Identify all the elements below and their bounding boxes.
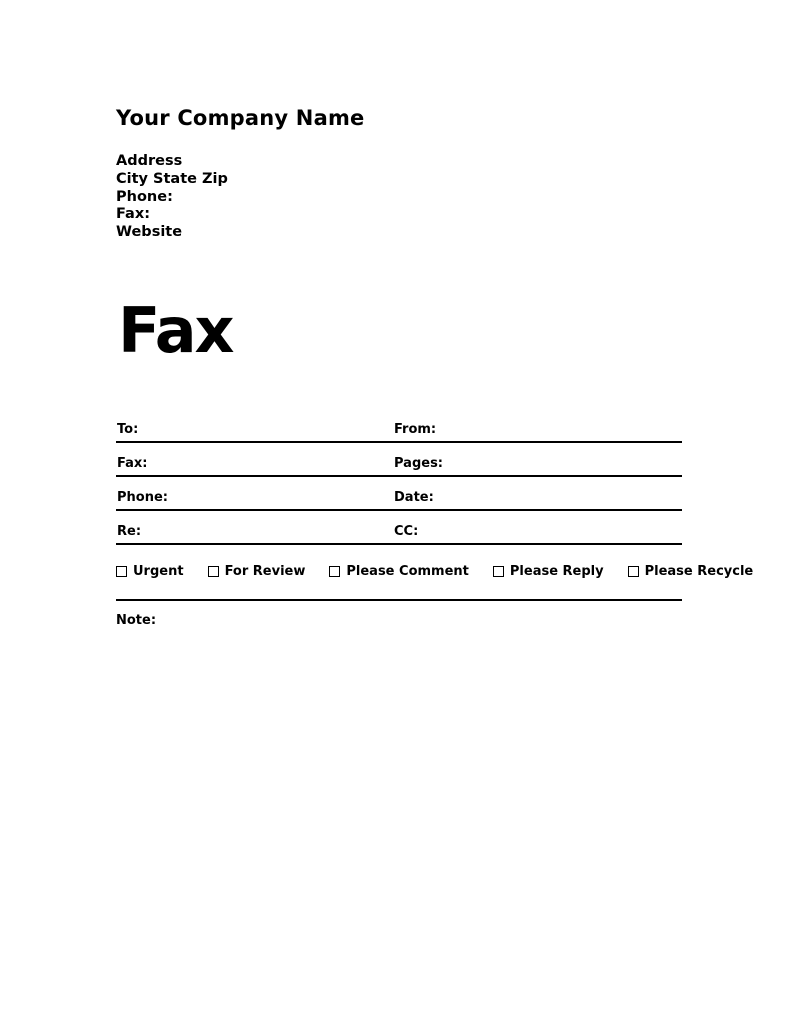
- field-row-phone-date[interactable]: [116, 477, 682, 511]
- checkbox-option-urgent[interactable]: [116, 564, 184, 579]
- checkbox-option-please-comment[interactable]: [329, 564, 469, 579]
- fax-fields: [116, 409, 754, 628]
- field-label-phone: Phone:: [117, 489, 168, 505]
- checkbox-option-for-review[interactable]: [208, 564, 306, 579]
- address-line-4-fax: Fax:: [116, 206, 150, 223]
- checkbox-label-please-reply: Please Reply: [509, 564, 604, 580]
- document-content: [116, 106, 754, 628]
- address-line-5-website: Website: [116, 223, 183, 240]
- checkbox-icon[interactable]: [208, 566, 219, 577]
- field-label-cc: CC:: [394, 523, 419, 539]
- company-address-block: [116, 153, 682, 241]
- checkbox-label-urgent: Urgent: [133, 564, 184, 580]
- checkbox-icon[interactable]: [329, 566, 340, 577]
- checkbox-icon[interactable]: [116, 566, 127, 577]
- field-label-pages: Pages:: [394, 455, 444, 471]
- field-label-re: Re:: [117, 523, 142, 539]
- checkbox-label-please-recycle: Please Recycle: [644, 564, 754, 580]
- field-label-fax: Fax:: [117, 455, 148, 471]
- page-title: Fax: [118, 293, 233, 367]
- checkbox-option-please-reply[interactable]: [493, 564, 604, 579]
- checkbox-option-please-recycle[interactable]: [628, 564, 754, 579]
- note-label: Note:: [116, 612, 157, 628]
- field-label-to: To:: [117, 421, 139, 437]
- field-row-fax-pages[interactable]: [116, 443, 682, 477]
- checkbox-options-row: [116, 559, 754, 585]
- checkbox-icon[interactable]: [493, 566, 504, 577]
- field-row-re-cc[interactable]: [116, 511, 682, 545]
- field-label-from: From:: [394, 421, 437, 437]
- company-name: Your Company Name: [116, 106, 365, 130]
- field-label-date: Date:: [394, 489, 434, 505]
- address-line-2: City State Zip: [116, 170, 228, 187]
- checkbox-label-please-comment: Please Comment: [346, 564, 469, 580]
- address-line-3-phone: Phone:: [116, 188, 173, 205]
- checkbox-label-for-review: For Review: [224, 564, 306, 580]
- address-line-1: Address: [116, 153, 183, 170]
- checkbox-icon[interactable]: [628, 566, 639, 577]
- field-row-to-from[interactable]: [116, 409, 682, 443]
- note-divider: [116, 599, 682, 601]
